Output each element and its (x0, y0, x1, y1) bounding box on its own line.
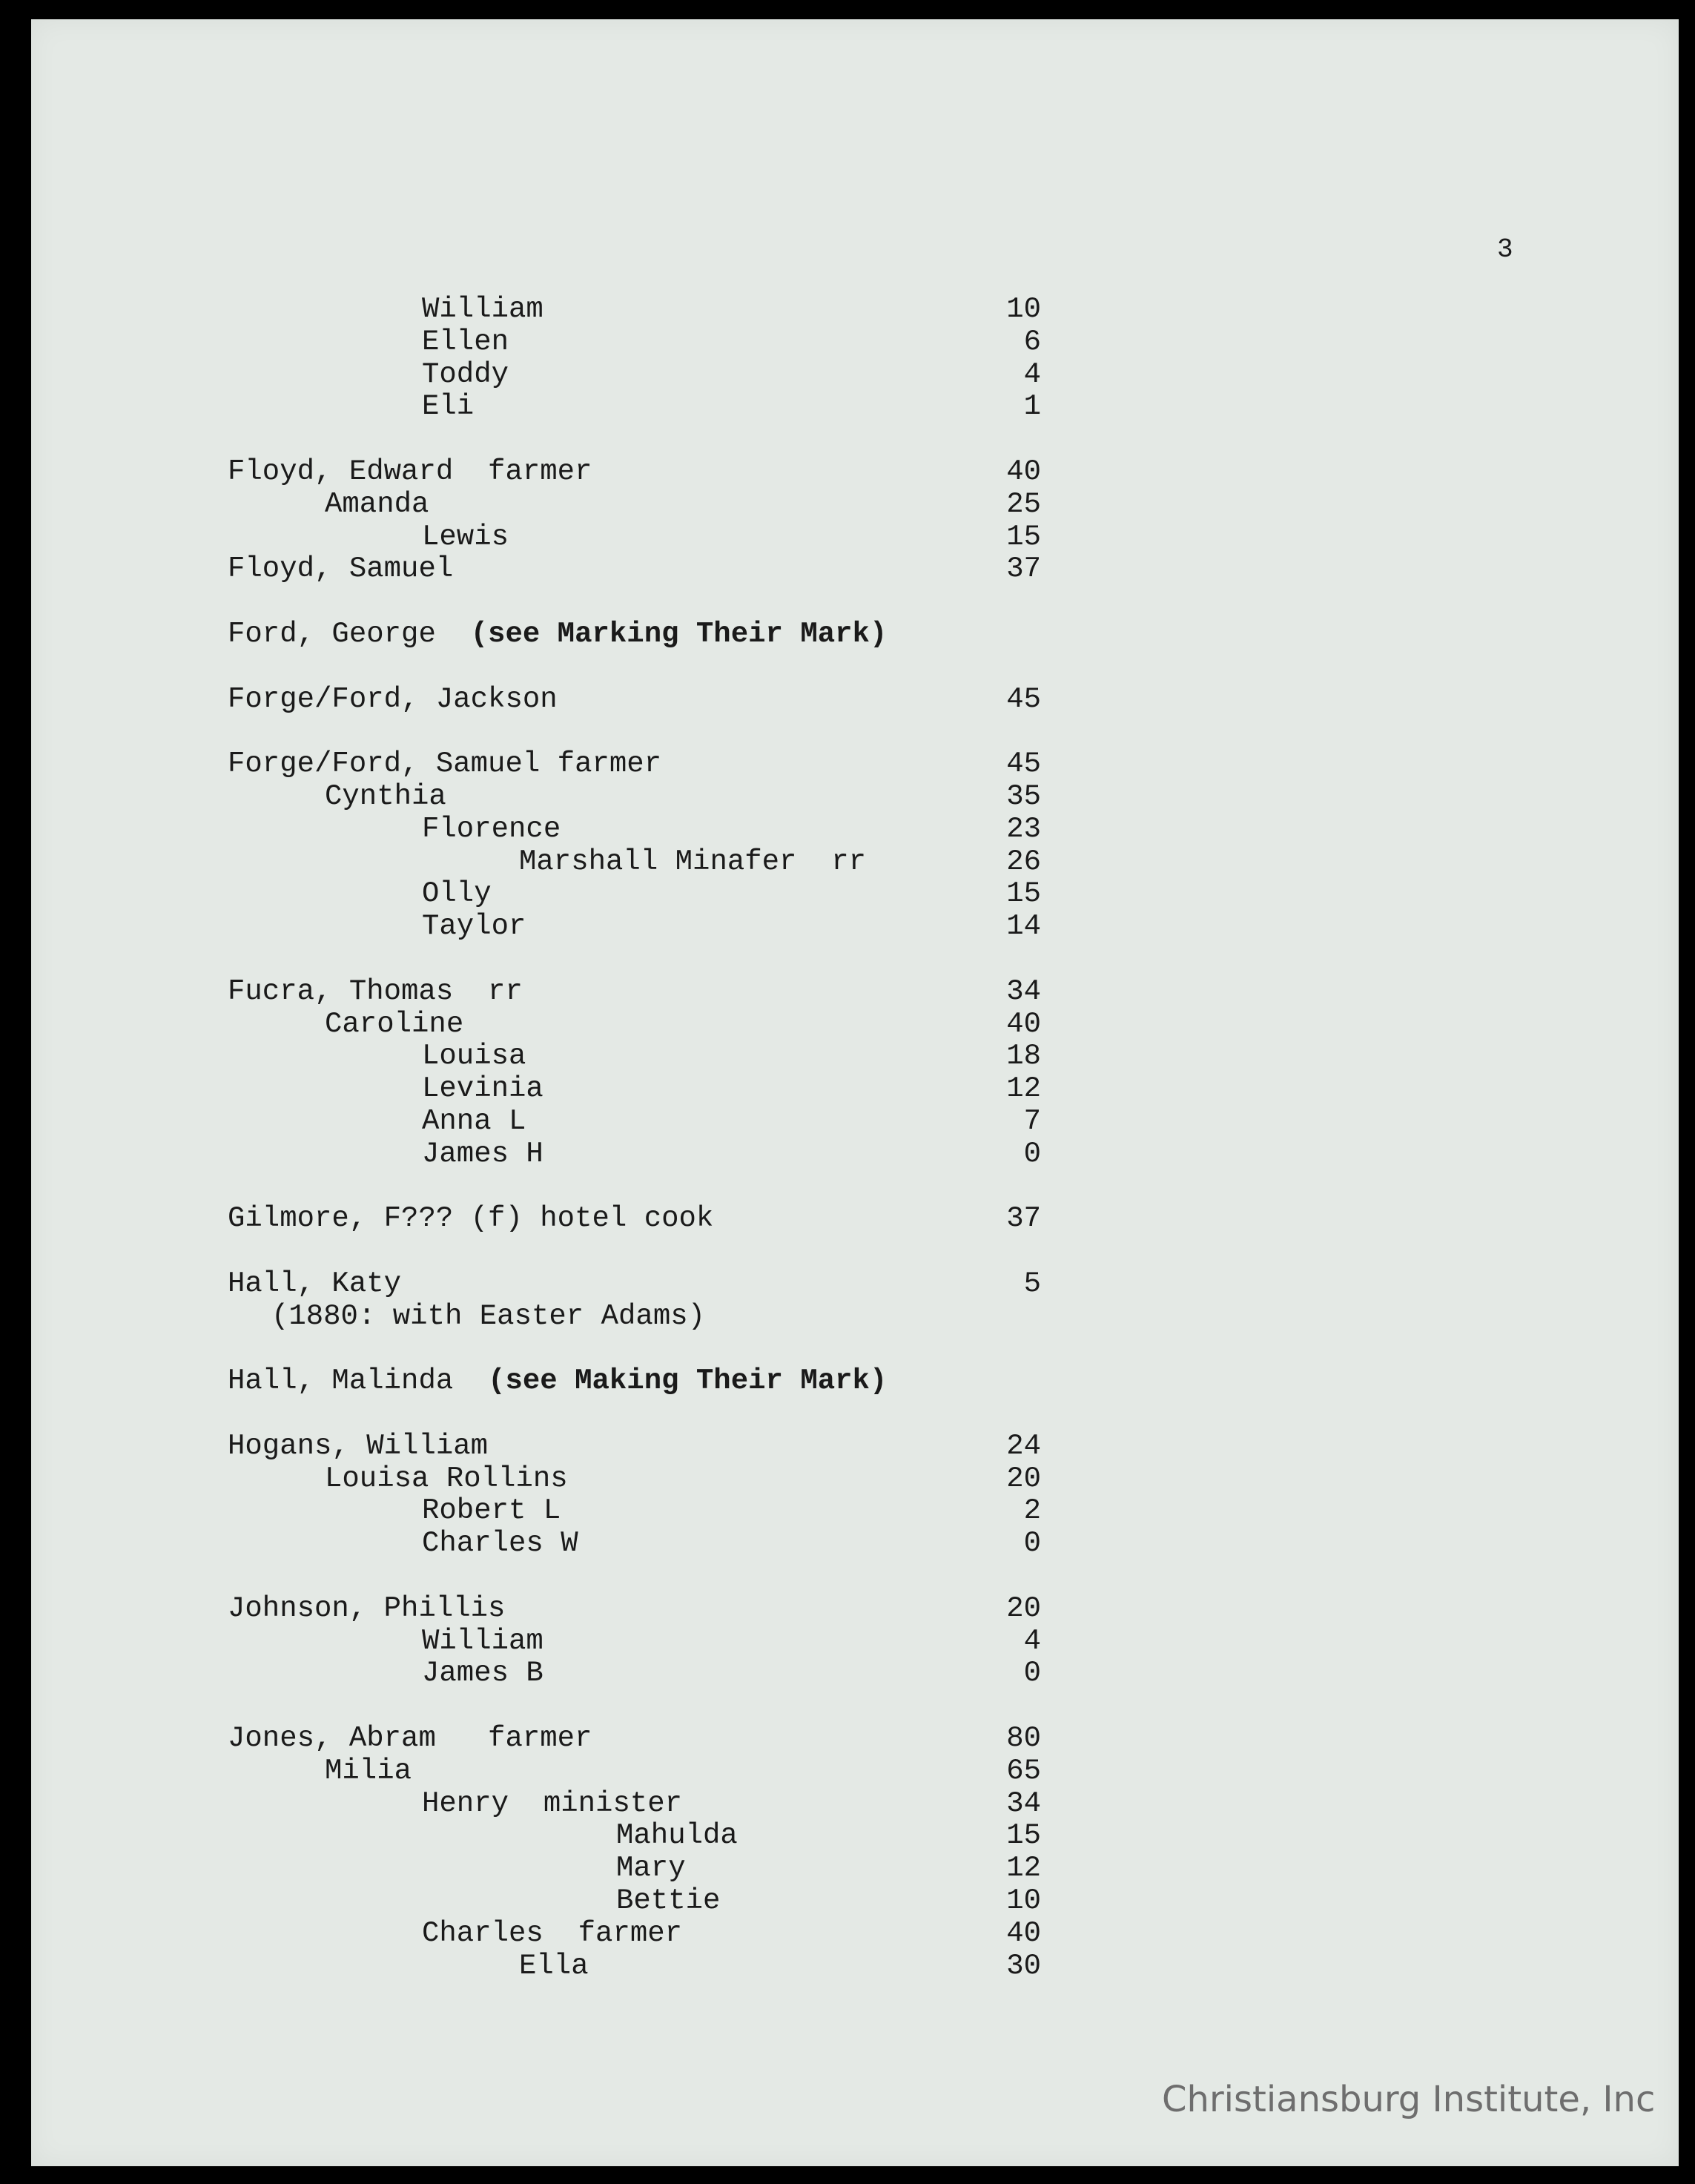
entry-row (31, 618, 1679, 651)
entry-name: Ella (519, 1949, 589, 1982)
entry-name: Johnson, Phillis (228, 1591, 506, 1625)
spacer-row (31, 1235, 1679, 1268)
entry-age: 12 (1006, 1072, 1041, 1106)
entry-row (31, 684, 1679, 716)
entry-row (31, 1593, 1679, 1626)
entry-name: (1880: with Easter Adams) (271, 1299, 706, 1333)
spacer-row (31, 651, 1679, 684)
entry-row (31, 1657, 1679, 1690)
entry-age: 4 (1023, 357, 1041, 391)
entry-name: Ellen (422, 325, 509, 358)
entry-row (31, 1528, 1679, 1560)
entry-name: Toddy (422, 357, 509, 391)
entry-age: 40 (1006, 1916, 1041, 1950)
entry-name: James B (422, 1657, 543, 1690)
entry-age: 37 (1006, 552, 1041, 586)
entry-row (31, 521, 1679, 554)
entry-age: 34 (1006, 1787, 1041, 1820)
entry-age: 45 (1006, 748, 1041, 781)
entry-name: Lewis (422, 520, 509, 553)
entry-age: 23 (1006, 812, 1041, 845)
entry-age: 10 (1006, 1884, 1041, 1918)
entry-name: Floyd, Samuel (228, 552, 454, 586)
entry-name: Fucra, Thomas rr (228, 974, 523, 1008)
entry-row (31, 814, 1679, 846)
entry-age: 5 (1023, 1267, 1041, 1300)
entry-name: William (422, 293, 543, 326)
entry-age: 0 (1023, 1137, 1041, 1170)
entry-name: Charles W (422, 1527, 578, 1560)
entry-name: Anna L (422, 1104, 526, 1138)
entry-age: 20 (1006, 1591, 1041, 1625)
entry-age: 35 (1006, 779, 1041, 813)
entry-row (31, 1626, 1679, 1658)
spacer-row (31, 1333, 1679, 1366)
entry-name: Levinia (422, 1072, 543, 1106)
entry-name: Taylor (422, 910, 526, 943)
entry-row (31, 976, 1679, 1009)
entry-name: Bettie (616, 1884, 721, 1918)
entry-name: Robert L (422, 1494, 561, 1528)
entry-name: Henry minister (422, 1787, 683, 1820)
entry-row (31, 326, 1679, 359)
spacer-row (31, 1171, 1679, 1204)
entry-name: Forge/Ford, Jackson (228, 682, 558, 716)
entry-name: Florence (422, 812, 561, 845)
entry-name: James H (422, 1137, 543, 1170)
spacer-row (31, 943, 1679, 976)
entry-name: Louisa Rollins (325, 1462, 568, 1495)
entry-name: Mary (616, 1852, 686, 1885)
entry-row (31, 748, 1679, 781)
entry-age: 26 (1006, 845, 1041, 878)
entry-row (31, 1073, 1679, 1106)
entry-age: 2 (1023, 1494, 1041, 1528)
entry-name: Hogans, William (228, 1429, 489, 1462)
entry-name: Amanda (325, 487, 429, 521)
entry-name: Hall, Katy (228, 1267, 402, 1300)
spacer-row (31, 1398, 1679, 1431)
entry-age: 37 (1006, 1202, 1041, 1235)
entry-name: Mahulda (616, 1819, 738, 1853)
entry-row (31, 878, 1679, 911)
entry-name: Forge/Ford, Samuel farmer (228, 748, 662, 781)
entry-row (31, 1040, 1679, 1073)
census-list (31, 294, 1679, 1982)
entry-row (31, 1853, 1679, 1885)
watermark: Christiansburg Institute, Inc (1162, 2079, 1656, 2120)
entry-age: 4 (1023, 1624, 1041, 1657)
entry-row (31, 456, 1679, 489)
entry-age: 18 (1006, 1040, 1041, 1073)
spacer-row (31, 423, 1679, 456)
entry-row (31, 781, 1679, 814)
entry-age: 24 (1006, 1429, 1041, 1462)
entry-age: 6 (1023, 325, 1041, 358)
entry-name: Eli (422, 390, 475, 423)
entry-row (31, 1365, 1679, 1398)
entry-name: Caroline (325, 1007, 464, 1040)
entry-age: 15 (1006, 877, 1041, 911)
entry-name: Charles farmer (422, 1916, 683, 1950)
entry-row (31, 1820, 1679, 1853)
entry-age: 40 (1006, 455, 1041, 488)
entry-row (31, 1950, 1679, 1983)
entry-row (31, 1495, 1679, 1528)
entry-note: (see Making Their Mark) (488, 1365, 888, 1398)
entry-row (31, 1463, 1679, 1496)
entry-age: 45 (1006, 682, 1041, 716)
entry-row (31, 1885, 1679, 1918)
spacer-row (31, 1560, 1679, 1593)
entry-row (31, 1431, 1679, 1463)
page-number: 3 (1497, 234, 1513, 265)
entry-age: 1 (1023, 390, 1041, 423)
entry-row (31, 391, 1679, 423)
entry-age: 30 (1006, 1949, 1041, 1982)
entry-row (31, 1723, 1679, 1755)
entry-age: 0 (1023, 1527, 1041, 1560)
entry-row (31, 359, 1679, 392)
entry-row (31, 553, 1679, 586)
entry-age: 80 (1006, 1722, 1041, 1755)
entry-name: Floyd, Edward farmer (228, 455, 592, 488)
entry-row (31, 846, 1679, 879)
entry-row (31, 294, 1679, 326)
entry-age: 34 (1006, 974, 1041, 1008)
entry-age: 65 (1006, 1754, 1041, 1787)
entry-row (31, 1301, 1679, 1333)
entry-note: (see Marking Their Mark) (470, 617, 888, 650)
entry-age: 40 (1006, 1007, 1041, 1040)
spacer-row (31, 716, 1679, 748)
entry-age: 10 (1006, 293, 1041, 326)
entry-name: Jones, Abram farmer (228, 1722, 592, 1755)
entry-name: Hall, Malinda (see Making Their Mark) (228, 1365, 888, 1398)
entry-age: 25 (1006, 487, 1041, 521)
entry-row (31, 1138, 1679, 1171)
entry-name: William (422, 1624, 543, 1657)
entry-age: 12 (1006, 1852, 1041, 1885)
entry-age: 0 (1023, 1657, 1041, 1690)
entry-age: 20 (1006, 1462, 1041, 1495)
entry-row (31, 1755, 1679, 1788)
entry-row (31, 1009, 1679, 1041)
entry-row (31, 1268, 1679, 1301)
entry-name: Milia (325, 1754, 412, 1787)
entry-row (31, 1918, 1679, 1950)
entry-name: Ford, George (see Marking Their Mark) (228, 617, 888, 650)
entry-name: Louisa (422, 1040, 526, 1073)
document-page (31, 19, 1679, 2166)
entry-name: Marshall Minafer rr (519, 845, 867, 878)
entry-age: 14 (1006, 910, 1041, 943)
entry-age: 15 (1006, 1819, 1041, 1853)
entry-row (31, 1106, 1679, 1138)
spacer-row (31, 1690, 1679, 1723)
entry-row (31, 1203, 1679, 1235)
entry-row (31, 1788, 1679, 1821)
entry-name: Gilmore, F??? (f) hotel cook (228, 1202, 714, 1235)
entry-name: Olly (422, 877, 492, 911)
entry-age: 7 (1023, 1104, 1041, 1138)
entry-name: Cynthia (325, 779, 446, 813)
entry-row (31, 489, 1679, 521)
entry-row (31, 911, 1679, 943)
entry-age: 15 (1006, 520, 1041, 553)
spacer-row (31, 586, 1679, 618)
